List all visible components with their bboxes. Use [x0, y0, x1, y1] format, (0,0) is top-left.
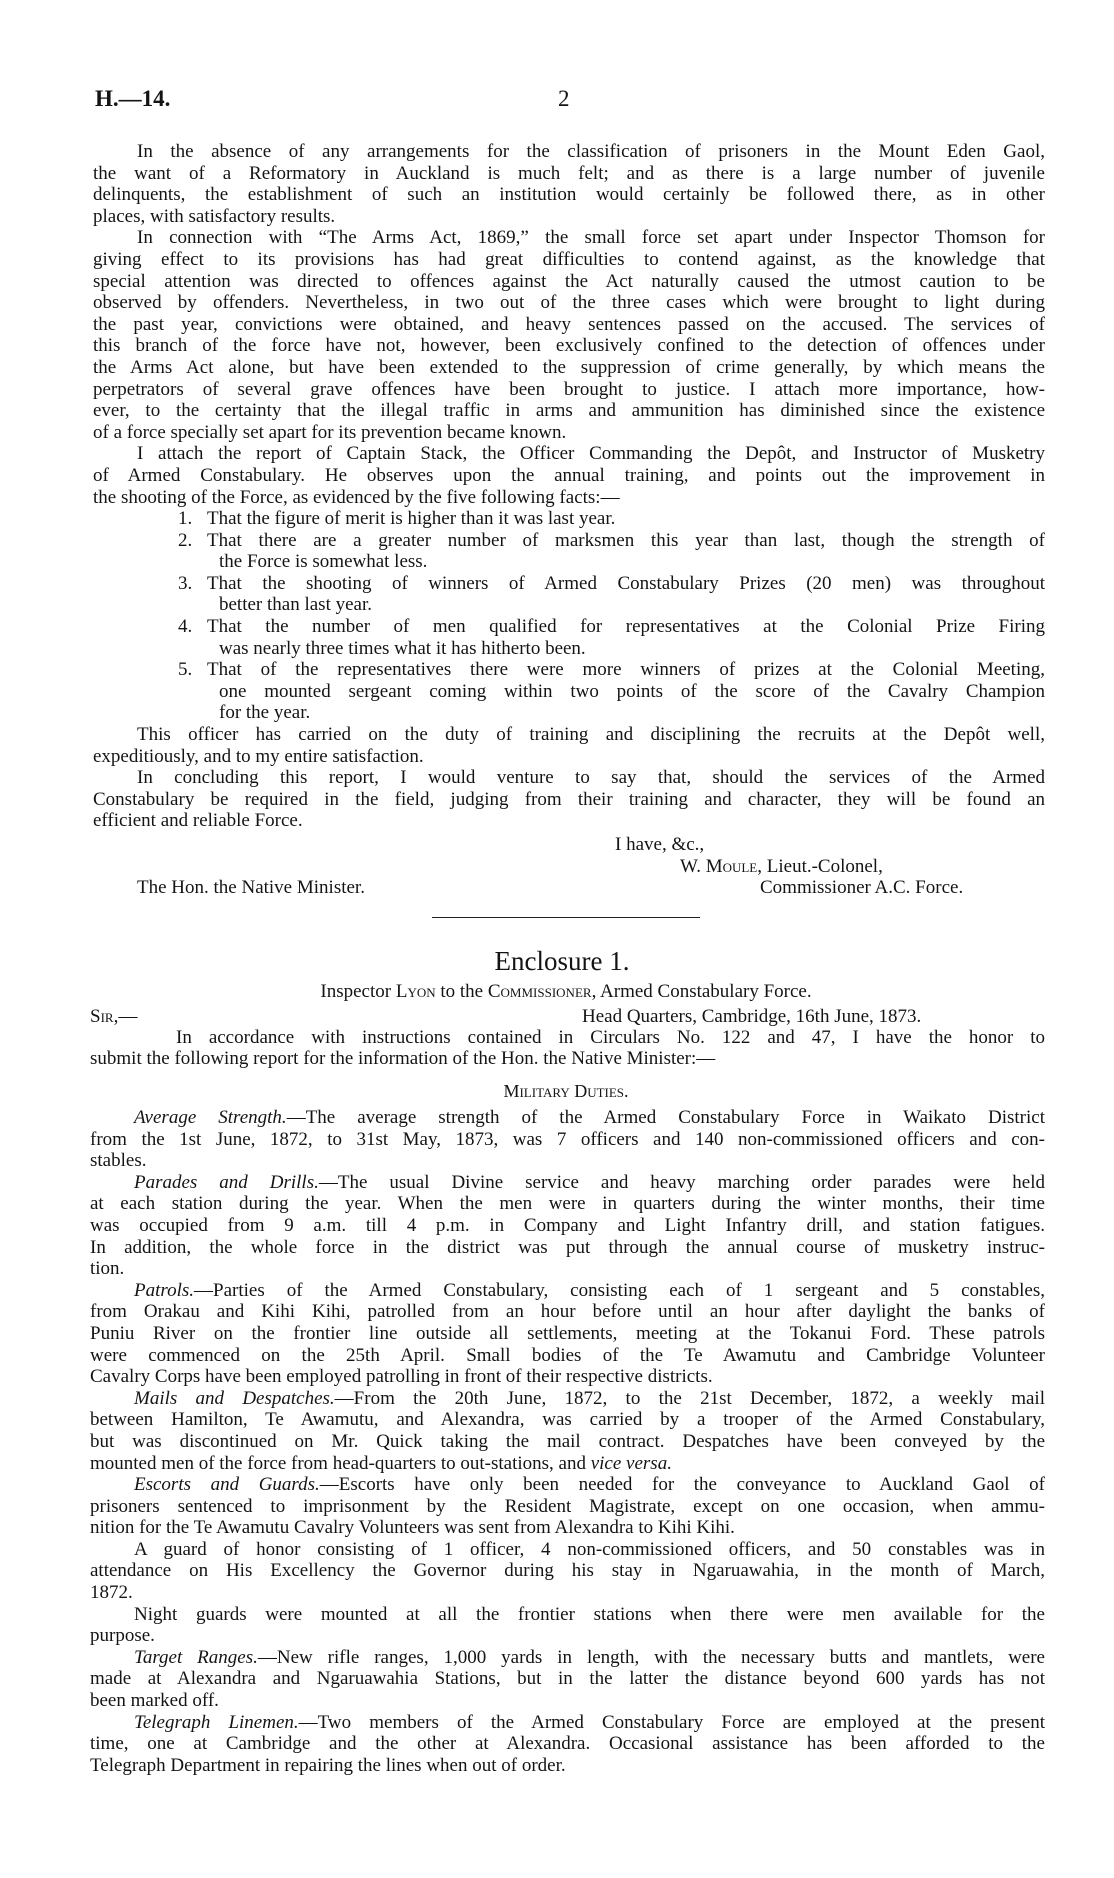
- paragraph-line: [90, 1150, 1045, 1172]
- paragraph-line: [93, 271, 1045, 293]
- list-item-line: [93, 594, 1045, 616]
- line-text: A guard of honor consisting of 1 officer, 4 non-commissioned officers, and 50 constables was in: [134, 1538, 1045, 1560]
- line-text: the Arms Act alone, but have been extended to the suppression of crime generally, by which means the: [93, 356, 1045, 378]
- line-text: between Hamilton, Te Awamutu, and Alexandra, was carried by a trooper of the Armed Constabulary,: [90, 1409, 1045, 1431]
- paragraph-lead: Average Strength.: [134, 1107, 287, 1128]
- paragraph-line: [90, 1193, 1045, 1215]
- paragraph-line: [93, 314, 1045, 336]
- salutation: Sir,—: [90, 1006, 138, 1027]
- line-text: mounted men of the force from head-quarters to out-stations, and: [90, 1452, 591, 1474]
- paragraph-line: [93, 249, 1045, 271]
- line-text: This officer has carried on the duty of training and disciplining the recruits at the Depôt well,: [137, 724, 1045, 746]
- paragraph-lead: Mails and Despatches.: [134, 1387, 335, 1409]
- line-text: the past year, convictions were obtained, and heavy sentences passed on the accused. The services of: [93, 313, 1045, 335]
- line-text: perpetrators of several grave offences have been brought to justice. I attach more importance, how-: [93, 378, 1045, 400]
- paragraph-line: [93, 767, 1045, 789]
- paragraph-line: [93, 487, 1045, 509]
- signature-rank: , Lieut.-Colonel,: [757, 856, 883, 877]
- line-text: stables.: [90, 1150, 147, 1172]
- list-item-line: [93, 616, 1045, 638]
- line-text: That there are a greater number of marksmen this year than last, though the strength of: [207, 529, 1045, 551]
- line-text: were commenced on the 25th April. Small bodies of the Te Awamutu and Cambridge Volunteer: [90, 1344, 1045, 1366]
- paragraph-line: [90, 1560, 1045, 1582]
- paragraph-line: [90, 1301, 1045, 1323]
- line-text: That the number of men qualified for representatives at the Colonial Prize Firing: [207, 616, 1045, 638]
- paragraph-line: [93, 422, 1045, 444]
- paragraph-line: [90, 1409, 1045, 1431]
- line-text: the want of a Reformatory in Auckland is much felt; and as there is a large number of juvenile: [93, 162, 1045, 184]
- list-number: 3.: [178, 572, 193, 594]
- paragraph-line: [90, 1755, 1045, 1777]
- list-number: 5.: [178, 659, 193, 681]
- line-text: from Orakau and Kihi Kihi, patrolled from an hour before until an hour after daylight the banks of: [90, 1301, 1045, 1323]
- list-number: 1.: [178, 508, 193, 530]
- line-text: —Two members of the Armed Constabulary Force are employed at the present: [298, 1711, 1045, 1733]
- paragraph-line: [90, 1496, 1045, 1518]
- line-text: attendance on His Excellency the Governor during his stay in Ngaruawahia, in the month of March,: [90, 1560, 1045, 1582]
- line-text: —Parties of the Armed Constabulary, consisting each of 1 sergeant and 5 constables,: [194, 1279, 1045, 1301]
- line-text: one mounted sergeant coming within two points of the score of the Cavalry Champion: [219, 680, 1045, 702]
- paragraph-line: [90, 1668, 1045, 1690]
- line-text: —Escorts have only been needed for the conveyance to Auckland Gaol of: [319, 1474, 1045, 1496]
- line-text: but was discontinued on Mr. Quick taking the mail contract. Despatches have been conveyed by the: [90, 1430, 1045, 1452]
- paragraph-lead: Patrols.: [134, 1279, 194, 1301]
- paragraph-line: [90, 1388, 1045, 1410]
- paragraph-line: [93, 810, 1045, 832]
- line-text: In concluding this report, I would venture to say that, should the services of the Armed: [137, 767, 1045, 789]
- paragraph-line: [90, 1431, 1045, 1453]
- line-text: Cavalry Corps have been employed patrolling in front of their respective districts.: [90, 1366, 713, 1388]
- line-text: ever, to the certainty that the illegal traffic in arms and ammunition has diminished since the existence: [93, 400, 1045, 422]
- document-reference: H.—14.: [95, 86, 171, 111]
- paragraph-line: [90, 1366, 1045, 1388]
- paragraph-line: [90, 1237, 1045, 1259]
- paragraph-line: [90, 1453, 1045, 1475]
- paragraph-line: [90, 1107, 1045, 1129]
- paragraph-line: [90, 1625, 1045, 1647]
- paragraph-line: [93, 465, 1045, 487]
- line-text: the Force is somewhat less.: [219, 551, 428, 573]
- line-text: efficient and reliable Force.: [93, 810, 303, 832]
- signature-closing: I have, &c.,: [615, 834, 705, 855]
- paragraph-line: [90, 1323, 1045, 1345]
- signature-title: Commissioner A.C. Force.: [760, 877, 964, 898]
- paragraph-line: [93, 724, 1045, 746]
- list-item-line: [93, 508, 1045, 530]
- paragraph-lead: Telegraph Linemen.: [134, 1711, 299, 1733]
- line-text: That the figure of merit is higher than it was last year.: [207, 508, 616, 530]
- addressee: The Hon. the Native Minister.: [137, 877, 365, 898]
- paragraph-line: [90, 1172, 1045, 1194]
- line-text: delinquents, the establishment of such an institution would certainly be followed there, as in other: [93, 184, 1045, 206]
- enclosure-intro: [90, 1027, 1045, 1069]
- line-text: this branch of the force have not, however, been exclusively confined to the detection of offences under: [93, 335, 1045, 357]
- line-text: observed by offenders. Nevertheless, in two out of the three cases which were brought to light during: [93, 292, 1045, 314]
- subtitle-text: Inspector: [320, 981, 396, 1002]
- subtitle-to: Commissioner: [487, 981, 592, 1002]
- line-text: In addition, the whole force in the district was put through the annual course of musketry instruc-: [90, 1236, 1045, 1258]
- signature-name-line: [680, 856, 883, 878]
- line-text: for the year.: [219, 702, 311, 724]
- line-text: In connection with “The Arms Act, 1869,” the small force set apart under Inspector Thomson for: [137, 227, 1045, 249]
- paragraph-line: [90, 1345, 1045, 1367]
- line-text: In the absence of any arrangements for the classification of prisoners in the Mount Eden Gaol,: [137, 141, 1045, 162]
- paragraph-line: [90, 1258, 1045, 1280]
- list-item-line: [93, 530, 1045, 552]
- line-text: nition for the Te Awamutu Cavalry Volunteers was sent from Alexandra to Kihi Kihi.: [90, 1517, 735, 1539]
- list-item-line: [93, 573, 1045, 595]
- paragraph-lead: Target Ranges.: [134, 1646, 258, 1668]
- paragraph-line: [90, 1733, 1045, 1755]
- paragraph-line: [90, 1690, 1045, 1712]
- line-text: the shooting of the Force, as evidenced by the five following facts:—: [93, 486, 620, 508]
- paragraph-line: [93, 357, 1045, 379]
- list-item-line: [93, 551, 1045, 573]
- line-text: —New rifle ranges, 1,000 yards in length, with the necessary butts and mantlets, were: [257, 1646, 1045, 1668]
- paragraph-line: [93, 379, 1045, 401]
- paragraph-line: [93, 141, 1045, 163]
- line-text: tion.: [90, 1258, 125, 1280]
- line-text: —From the 20th June, 1872, to the 21st December, 1872, a weekly mail: [334, 1387, 1045, 1409]
- line-text: That of the representatives there were more winners of prizes at the Colonial Meeting,: [207, 659, 1045, 681]
- line-text: special attention was directed to offences against the Act naturally caused the utmost caution to be: [93, 270, 1045, 292]
- line-text: —The usual Divine service and heavy marching order parades were held: [318, 1171, 1045, 1193]
- page-number: 2: [558, 86, 570, 111]
- paragraph-line: [90, 1647, 1045, 1669]
- section-divider: [432, 917, 700, 918]
- line-text: Puniu River on the frontier line outside all settlements, meeting at the Tokanui Ford. These patrols: [90, 1322, 1045, 1344]
- line-text: I attach the report of Captain Stack, the Officer Commanding the Depôt, and Instructor of Musketry: [137, 443, 1045, 465]
- subtitle-text: , Armed Constabulary Force.: [591, 981, 812, 1002]
- paragraph-line: [93, 163, 1045, 185]
- line-text: Telegraph Department in repairing the lines when out of order.: [90, 1754, 566, 1776]
- paragraph-line: [93, 443, 1045, 465]
- paragraph-line: [90, 1280, 1045, 1302]
- line-text: been marked off.: [90, 1690, 219, 1712]
- line-text: was nearly three times what it has hitherto been.: [219, 637, 586, 659]
- line-text: of a force specially set apart for its prevention became known.: [93, 421, 567, 443]
- line-text: from the 1st June, 1872, to 31st May, 1873, was 7 officers and 140 non-commissioned officers and con-: [90, 1128, 1045, 1150]
- paragraph-lead: Parades and Drills.: [134, 1171, 319, 1193]
- list-item-line: [93, 638, 1045, 660]
- line-text: expeditiously, and to my entire satisfaction.: [93, 745, 424, 767]
- subtitle-from: Lyon: [395, 981, 436, 1002]
- list-item-line: [93, 681, 1045, 703]
- paragraph-lead: Escorts and Guards.: [134, 1474, 320, 1496]
- dateline: Head Quarters, Cambridge, 16th June, 1873.: [582, 1006, 922, 1027]
- line-text: —The average strength of the Armed Constabulary Force in Waikato District: [286, 1107, 1046, 1128]
- paragraph-line: [93, 227, 1045, 249]
- line-text: better than last year.: [219, 594, 372, 616]
- paragraph-line: [93, 184, 1045, 206]
- line-text: prisoners sentenced to imprisonment by the Resident Magistrate, except on one occasion, when ammu-: [90, 1495, 1045, 1517]
- line-text: purpose.: [90, 1625, 155, 1647]
- line-text: of Armed Constabulary. He observes upon the annual training, and points out the improvement in: [93, 464, 1045, 486]
- enclosure-title: Enclosure 1.: [494, 946, 630, 976]
- section-heading: Military Duties.: [503, 1081, 629, 1101]
- paragraph-line: [93, 335, 1045, 357]
- italic-phrase: vice versa.: [590, 1452, 672, 1474]
- paragraph-line: [90, 1539, 1045, 1561]
- list-number: 4.: [178, 616, 193, 638]
- paragraph-line: [90, 1517, 1045, 1539]
- list-item-line: [93, 659, 1045, 681]
- paragraph-line: [93, 206, 1045, 228]
- line-text: giving effect to its provisions has had great difficulties to contend against, as the knowledge that: [93, 248, 1045, 270]
- line-text: That the shooting of winners of Armed Constabulary Prizes (20 men) was throughout: [207, 572, 1045, 594]
- line-text: Night guards were mounted at all the frontier stations when there were men available for the: [134, 1603, 1045, 1625]
- paragraph-line: [93, 746, 1045, 768]
- line-text: places, with satisfactory results.: [93, 205, 336, 227]
- paragraph-line: [93, 400, 1045, 422]
- paragraph-line: [90, 1582, 1045, 1604]
- list-item-line: [93, 702, 1045, 724]
- intro-line: In accordance with instructions contained in Circulars No. 122 and 47, I have the honor to: [176, 1027, 1045, 1048]
- enclosure-body: [90, 1107, 1045, 1776]
- paragraph-line: [90, 1712, 1045, 1734]
- line-text: made at Alexandra and Ngaruawahia Stations, but in the latter the distance beyond 600 yards has not: [90, 1668, 1045, 1690]
- paragraph-line: [93, 789, 1045, 811]
- letter-body: [93, 141, 1045, 832]
- line-text: time, one at Cambridge and the other at Alexandra. Occasional assistance has been afforded to the: [90, 1733, 1045, 1755]
- paragraph-line: [90, 1604, 1045, 1626]
- line-text: 1872.: [90, 1582, 133, 1604]
- paragraph-line: [90, 1474, 1045, 1496]
- enclosure-subtitle: [0, 981, 1114, 1003]
- line-text: Constabulary be required in the field, judging from their training and character, they will be found an: [93, 788, 1045, 810]
- signature-name: W. Moule: [680, 856, 758, 877]
- paragraph-line: [90, 1129, 1045, 1151]
- paragraph-line: [93, 292, 1045, 314]
- paragraph-line: [90, 1215, 1045, 1237]
- line-text: was occupied from 9 a.m. till 4 p.m. in Company and Light Infantry drill, and station fatigues.: [90, 1214, 1045, 1236]
- subtitle-text: to the: [435, 981, 488, 1002]
- line-text: at each station during the year. When the men were in quarters during the winter months, their time: [90, 1193, 1045, 1215]
- intro-line: submit the following report for the information of the Hon. the Native Minister:—: [90, 1048, 716, 1069]
- list-number: 2.: [178, 529, 193, 551]
